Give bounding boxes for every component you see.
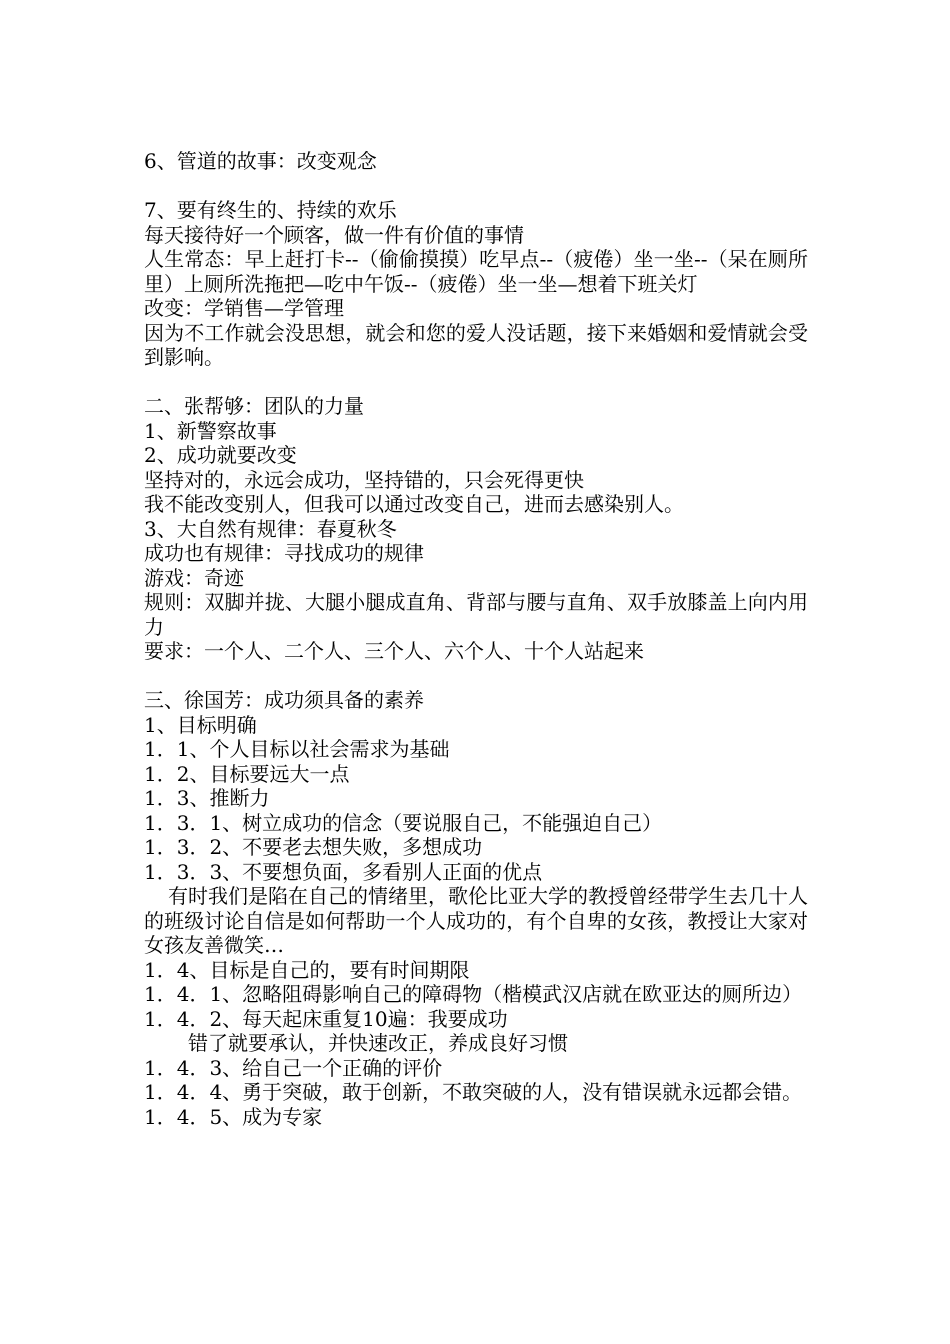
text-line: 因为不工作就会没思想，就会和您的爱人没话题，接下来婚姻和爱情就会受到影响。: [144, 320, 808, 369]
text-line: 7、要有终生的、持续的欢乐: [144, 198, 397, 222]
text-line: 每天接待好一个顾客，做一件有价值的事情: [144, 222, 524, 247]
text-line: 1．4、目标是自己的，要有时间期限: [144, 957, 470, 982]
section-heading: 三、徐国芳：成功须具备的素养: [144, 688, 424, 712]
text-line: 1．4．5、成为专家: [144, 1104, 323, 1129]
text-line: 1．4．4、勇于突破，敢于创新，不敢突破的人，没有错误就永远都会错。: [144, 1080, 803, 1104]
text-line: 6、管道的故事：改变观念: [144, 149, 377, 173]
document-page: [144, 149, 808, 1129]
text-line: 规则：双脚并拢、大腿小腿成直角、背部与腰与直角、双手放膝盖上向内用力: [144, 590, 808, 639]
section-heading: 二、张帮够：团队的力量: [144, 394, 364, 418]
text-line: 游戏：奇迹: [144, 565, 244, 590]
paragraph: 有时我们是陷在自己的情绪里，歌伦比亚大学的教授曾经带学生去几十人的班级讨论自信是如何帮助一个人成功的，有个自卑的女孩，教授让大家对女孩友善微笑…: [144, 884, 808, 957]
text-line: 要求：一个人、二个人、三个人、六个人、十个人站起来: [144, 639, 644, 663]
text-line: 改变：学销售—学管理: [144, 296, 344, 320]
text-line: 坚持对的，永远会成功，坚持错的，只会死得更快: [144, 467, 584, 492]
text-line: 1．1、个人目标以社会需求为基础: [144, 737, 450, 761]
text-line: 成功也有规律：寻找成功的规律: [144, 541, 424, 565]
text-line: 我不能改变别人，但我可以通过改变自己，进而去感染别人。: [144, 492, 684, 516]
text-line: 1．3．3、不要想负面，多看别人正面的优点: [144, 859, 543, 884]
text-line: 1．4．2、每天起床重复10遍：我要成功: [144, 1006, 508, 1031]
text-line: 1．4．1、忽略阻碍影响自己的障碍物（楷模武汉店就在欧亚达的厕所边）: [144, 982, 803, 1006]
text-line: 1、目标明确: [144, 712, 257, 737]
text-line: 1．3．2、不要老去想失败，多想成功: [144, 835, 483, 859]
text-line: 错了就要承认，并快速改正，养成良好习惯: [188, 1031, 568, 1055]
text-line: 2、成功就要改变: [144, 443, 297, 467]
text-line: 1．2、目标要远大一点: [144, 761, 350, 786]
text-line: 1．3、推断力: [144, 786, 270, 810]
blank-line: [144, 174, 808, 199]
text-line: 1．3．1、树立成功的信念（要说服自己，不能强迫自己）: [144, 810, 663, 835]
text-line: 3、大自然有规律：春夏秋冬: [144, 516, 397, 541]
text-line: 1、新警察故事: [144, 418, 277, 443]
text-line: 1．4．3、给自己一个正确的评价: [144, 1055, 443, 1080]
blank-line: [144, 370, 808, 395]
text-line: 人生常态：早上赶打卡--（偷偷摸摸）吃早点--（疲倦）坐一坐--（呆在厕所里）上厕所洗拖把—吃中午饭--（疲倦）坐一坐—想着下班关灯: [144, 247, 808, 296]
blank-line: [144, 664, 808, 689]
